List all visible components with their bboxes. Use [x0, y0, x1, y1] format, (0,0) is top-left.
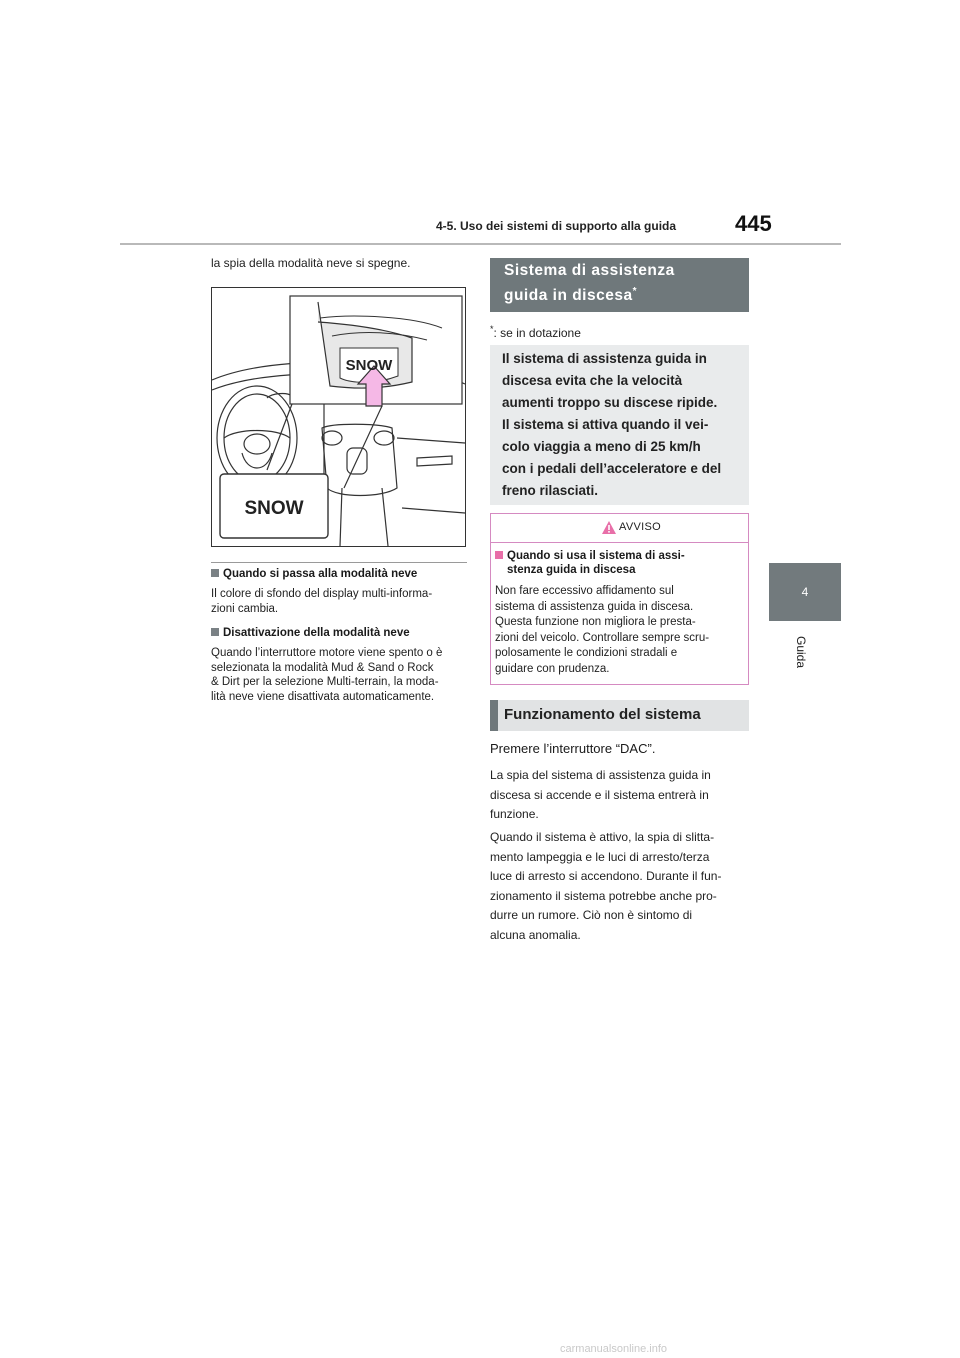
paragraph-snow-mode-off: Quando l’interruttore motore viene spento o è selezionata la modalità Mud & Sand o Rock & Dirt per la selezione Multi-terrain, la moda- lità neve viene disattivata automaticamente.	[211, 647, 443, 703]
section-title: 4-5. Uso dei sistemi di supporto alla guida	[436, 219, 677, 233]
snow-label-large: SNOW	[244, 498, 304, 519]
subheading-snow-mode-off: Disattivazione della modalità neve	[211, 627, 410, 639]
snow-label-small: SNOW	[345, 357, 393, 374]
square-bullet-icon	[211, 628, 219, 636]
section-heading-operation: Funzionamento del sistema	[490, 700, 749, 731]
warning-box	[490, 513, 749, 685]
paragraph-snow-mode-on: Il colore di sfondo del display multi-informa- zioni cambia.	[211, 588, 433, 615]
watermark: carmanualsonline.info	[560, 1343, 668, 1355]
warning-rule	[491, 542, 748, 543]
paragraph-activation: La spia del sistema di assistenza guida in discesa si accende e il sistema entrerà in funzione.	[490, 768, 711, 821]
footnote-marker: *	[632, 286, 638, 297]
subheading-snow-mode-on: Quando si passa alla modalità neve	[211, 568, 417, 580]
square-bullet-icon	[495, 551, 503, 559]
warning-triangle-icon	[601, 520, 617, 535]
page-number: 445	[735, 211, 772, 236]
chapter-number: 4	[801, 585, 809, 599]
chapter-tab[interactable]	[769, 563, 841, 621]
instruction-step: Premere l’interruttore “DAC”.	[490, 741, 656, 756]
dashboard-drawing	[212, 288, 465, 546]
warning-header	[491, 514, 748, 542]
paragraph-operation-notes: Quando il sistema è attivo, la spia di slitta- mento lampeggia e le luci di arresto/terza luce di arresto si accendono. Durante il fun- zionamento il sistema potrebbe anche pro- durre un rumore. Ciò non è sintomo di alcuna anomalia.	[490, 830, 722, 942]
summary-box: Il sistema di assistenza guida in discesa evita che la velocità aumenti troppo su discese ripide. Il sistema si attiva quando il vei- colo viaggia a meno di 25 km/h con i pedali dell’acceleratore e del freno rilasciati.	[490, 345, 749, 505]
section-heading-downhill-assist: Sistema di assistenza guida in discesa*	[490, 258, 749, 312]
square-bullet-icon	[211, 569, 219, 577]
warning-title: AVVISO	[619, 521, 661, 533]
header-rule	[120, 243, 841, 245]
footnote: *: se in dotazione	[490, 324, 581, 340]
snow-switch-illustration	[211, 287, 466, 547]
chapter-name: Guida	[794, 635, 808, 669]
warning-subheading: Quando si usa il sistema di assi- stenza guida in discesa	[495, 549, 685, 577]
column-rule	[211, 562, 467, 563]
intro-text: la spia della modalità neve si spegne.	[211, 256, 411, 270]
warning-text: Non fare eccessivo affidamento sul sistema di assistenza guida in discesa. Questa funzione non migliora le presta- zioni del veicolo. Controllare sempre scru- polosamente le condizioni stradali e guidare con prudenza.	[495, 585, 710, 675]
